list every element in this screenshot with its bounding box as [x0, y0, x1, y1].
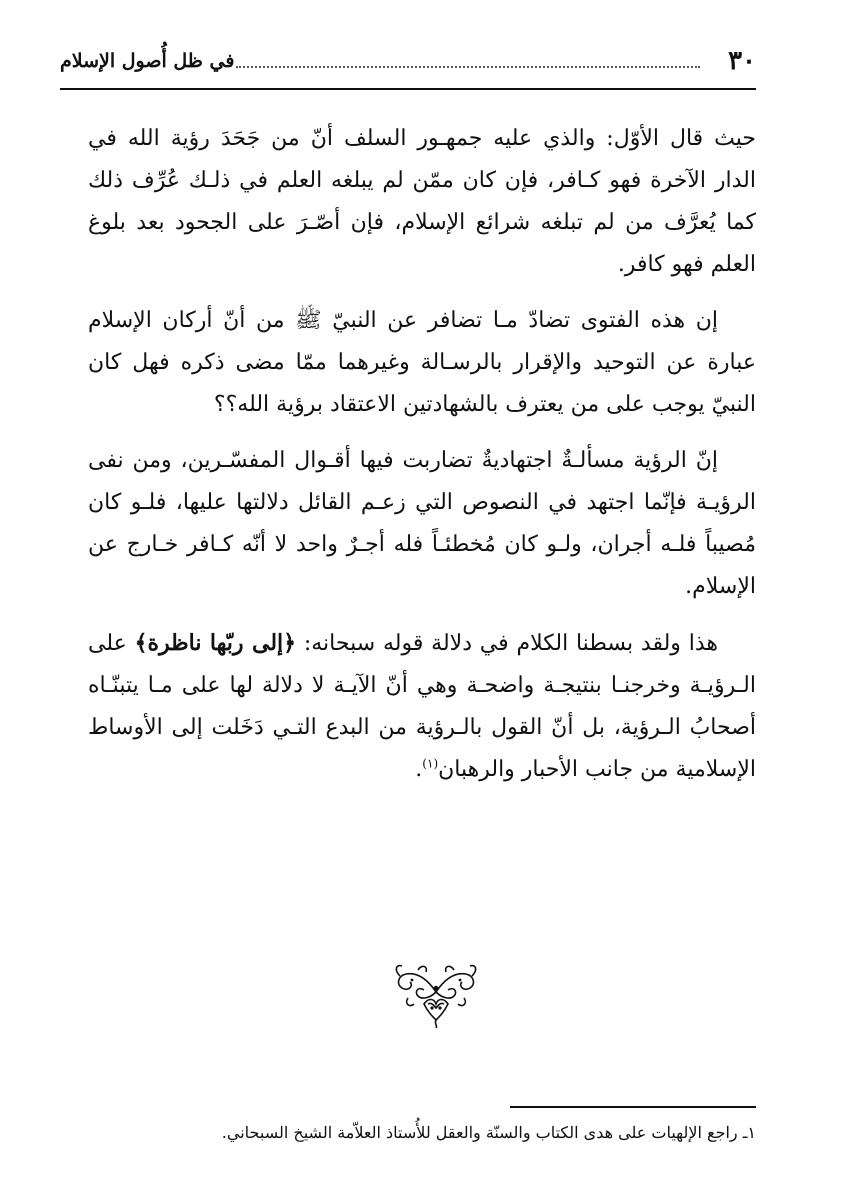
footnote-marker: (١) [422, 756, 439, 771]
page-number: ٣٠ [728, 46, 756, 76]
footnote-rule [510, 1106, 756, 1108]
floral-ornament-icon [388, 958, 484, 1028]
footnote: ١ـ راجع الإلهيات على هدى الكتاب والسنّة والعقل للأُستاذ العلاّمة الشيخ السبحاني. [221, 1123, 756, 1142]
paragraph-2: إن هذه الفتوى تضادّ مـا تضافر عن النبيّ ﷺ من أنّ أركان الإسلام عبارة عن التوحيد والإقرار بالرسـالة وغيرهما ممّا مضى ذكره فهل كان النبيّ يوجب على من يعترف بالشهادتين الاعتقاد برؤية الله؟؟ [88, 308, 756, 417]
quran-quote: ﴿إلى ربّها ناظرة﴾ [134, 630, 297, 656]
paragraph-4-end: . [415, 757, 423, 782]
paragraph-1: حيث قال الأوّل: والذي عليه جمهـور السلف أنّ من جَحَدَ رؤية الله في الدار الآخرة فهو كـافر، فإن كان ممّن لم يبلغه العلم في ذلـك عُرِّف ذلك كما يُعرَّف من لم تبلغه شرائع الإسلام، فإن أصّـرَ على الجحود بعد بلوغ العلم فهو كافر. [88, 126, 756, 277]
running-title: في ظل أُصول الإسلام [60, 50, 235, 72]
page-header [60, 44, 756, 86]
header-rule [60, 88, 756, 90]
header-dotted-leader [236, 66, 700, 68]
main-text [88, 118, 756, 805]
paragraph-4-body: على الـرؤيـة وخرجنـا بنتيجـة واضحـة وهي أنّ الآيـة لا دلالة لها على مـا يتبنّـاه أصحابُ الـرؤية، بل أنّ القول بالـرؤية من البدع التـي دَخَلت إلى الأوساط الإسلامية من جانب الأحبار والرهبان [88, 631, 756, 782]
paragraph-4-intro: هذا ولقد بسطنا الكلام في دلالة قوله سبحانه: [296, 631, 719, 656]
paragraph-4 [88, 622, 756, 791]
paragraph-3: إنّ الرؤية مسألـةٌ اجتهاديةٌ تضاربت فيها أقـوال المفسّـرين، ومن نفى الرؤيـة فإنّما اجتهد في النصوص التي زعـم القائل دلالتها عليها، فلـو كان مُصيباً فلـه أجران، ولـو كان مُخطئـاً فله أجـرٌ واحد لا أنّه كـافر خـارج عن الإسلام. [88, 448, 756, 599]
